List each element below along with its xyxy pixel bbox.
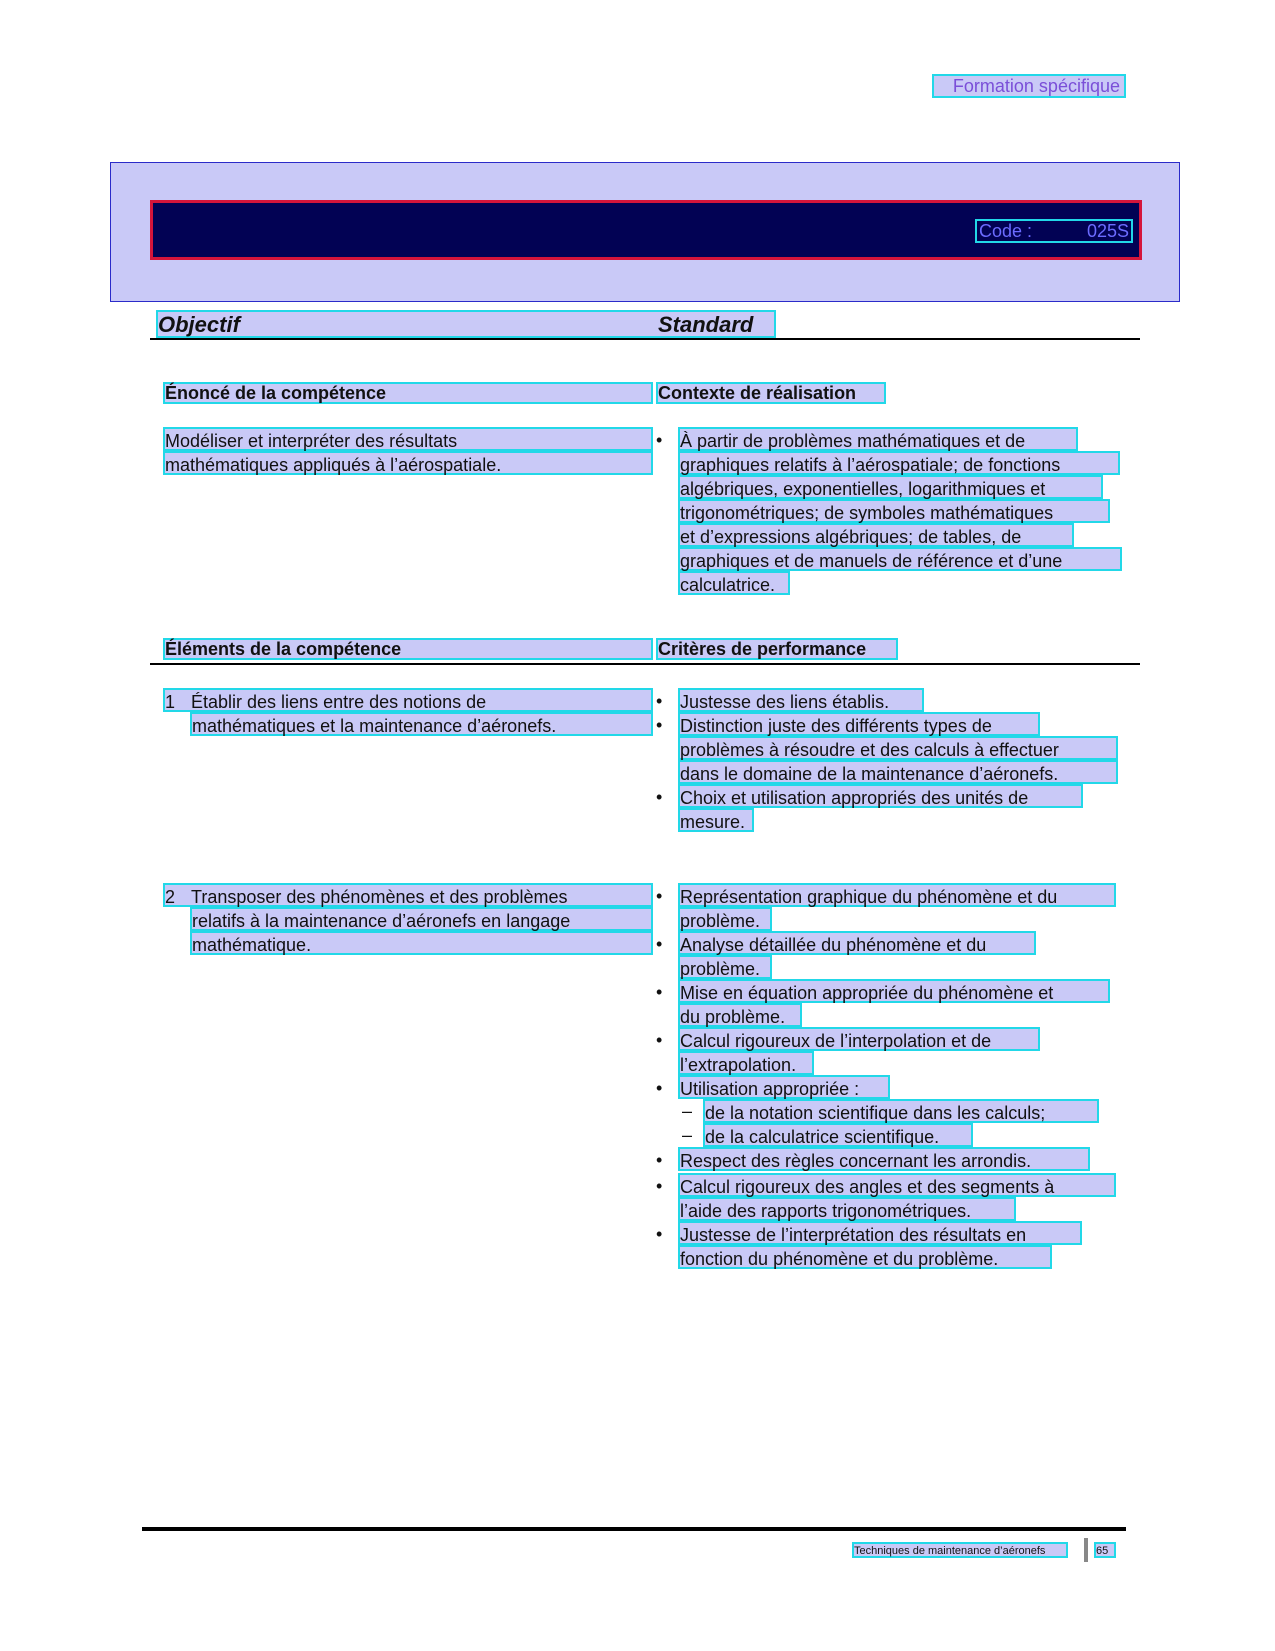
element-2-line: mathématique. bbox=[190, 931, 653, 955]
objectif-title: Objectif bbox=[158, 312, 240, 337]
contexte-line: trigonométriques; de symboles mathématiques bbox=[678, 499, 1110, 523]
contexte-line: et d’expressions algébriques; de tables, de bbox=[678, 523, 1074, 547]
section-rule bbox=[150, 338, 1140, 340]
criterion-line: Mise en équation appropriée du phénomène et bbox=[678, 979, 1110, 1003]
code-value: 025S bbox=[1086, 221, 1129, 241]
standard-title: Standard bbox=[658, 312, 754, 337]
criterion-dash: – bbox=[682, 1101, 693, 1121]
criterion-bullet: • bbox=[656, 691, 663, 711]
criterion-line: Respect des règles concernant les arrondis. bbox=[678, 1147, 1090, 1171]
element-2-line: relatifs à la maintenance d’aéronefs en langage bbox=[190, 907, 653, 931]
criterion-line: dans le domaine de la maintenance d’aéronefs. bbox=[678, 760, 1118, 784]
criterion-line: mesure. bbox=[678, 808, 754, 832]
criterion-bullet: • bbox=[656, 886, 663, 906]
criterion-bullet: • bbox=[656, 715, 663, 735]
page-number: 65 bbox=[1094, 1542, 1116, 1558]
criterion-line: problèmes à résoudre et des calculs à effectuer bbox=[678, 736, 1118, 760]
criterion-line: Utilisation appropriée : bbox=[678, 1075, 890, 1099]
criterion-subline: de la calculatrice scientifique. bbox=[703, 1123, 973, 1147]
code-label: Code : bbox=[979, 221, 1033, 241]
elements-heading: Éléments de la compétence bbox=[163, 638, 653, 660]
contexte-line: algébriques, exponentielles, logarithmiques et bbox=[678, 475, 1103, 499]
code-field bbox=[975, 219, 1133, 243]
criteres-heading: Critères de performance bbox=[656, 638, 898, 660]
contexte-line: graphiques relatifs à l’aérospatiale; de fonctions bbox=[678, 451, 1120, 475]
contexte-line: À partir de problèmes mathématiques et de bbox=[678, 427, 1078, 451]
enonce-heading: Énoncé de la compétence bbox=[163, 382, 653, 404]
enonce-line: mathématiques appliqués à l’aérospatiale. bbox=[163, 451, 653, 475]
contexte-bullet: • bbox=[656, 430, 663, 450]
criterion-line: Représentation graphique du phénomène et du bbox=[678, 883, 1116, 907]
footer-rule bbox=[142, 1527, 1126, 1531]
criterion-line: l’extrapolation. bbox=[678, 1051, 814, 1075]
section-title-row bbox=[156, 310, 776, 338]
criterion-line: problème. bbox=[678, 955, 772, 979]
criterion-line: Analyse détaillée du phénomène et du bbox=[678, 931, 1036, 955]
element-number: 1 bbox=[165, 692, 176, 712]
criterion-bullet: • bbox=[656, 1150, 663, 1170]
element-2-line: 2 Transposer des phénomènes et des problèmes bbox=[163, 883, 653, 907]
criterion-bullet: • bbox=[656, 982, 663, 1002]
contexte-line: graphiques et de manuels de référence et d’une bbox=[678, 547, 1122, 571]
criterion-subline: de la notation scientifique dans les calculs; bbox=[703, 1099, 1099, 1123]
criterion-line: fonction du phénomène et du problème. bbox=[678, 1245, 1052, 1269]
criterion-line: Calcul rigoureux de l’interpolation et de bbox=[678, 1027, 1040, 1051]
running-header: Formation spécifique bbox=[932, 74, 1126, 98]
element-1-line: mathématiques et la maintenance d’aéronefs. bbox=[190, 712, 653, 736]
contexte-line: calculatrice. bbox=[678, 571, 790, 595]
criterion-bullet: • bbox=[656, 1176, 663, 1196]
element-number: 2 bbox=[165, 887, 176, 907]
criterion-dash: – bbox=[682, 1125, 693, 1145]
enonce-line: Modéliser et interpréter des résultats bbox=[163, 427, 653, 451]
criterion-line: l’aide des rapports trigonométriques. bbox=[678, 1197, 1016, 1221]
criterion-bullet: • bbox=[656, 1078, 663, 1098]
criterion-line: Choix et utilisation appropriés des unités de bbox=[678, 784, 1083, 808]
element-1-line: 1 Établir des liens entre des notions de bbox=[163, 688, 653, 712]
criterion-line: Distinction juste des différents types de bbox=[678, 712, 1040, 736]
footer-separator bbox=[1084, 1538, 1088, 1562]
criterion-bullet: • bbox=[656, 1224, 663, 1244]
table-rule bbox=[150, 663, 1140, 665]
criterion-line: Justesse de l’interprétation des résultats en bbox=[678, 1221, 1082, 1245]
criterion-line: du problème. bbox=[678, 1003, 802, 1027]
criterion-line: Calcul rigoureux des angles et des segments à bbox=[678, 1173, 1116, 1197]
footer-title: Techniques de maintenance d’aéronefs bbox=[852, 1542, 1068, 1558]
contexte-heading: Contexte de réalisation bbox=[656, 382, 886, 404]
criterion-bullet: • bbox=[656, 1030, 663, 1050]
criterion-line: Justesse des liens établis. bbox=[678, 688, 924, 712]
criterion-bullet: • bbox=[656, 787, 663, 807]
criterion-line: problème. bbox=[678, 907, 772, 931]
criterion-bullet: • bbox=[656, 934, 663, 954]
